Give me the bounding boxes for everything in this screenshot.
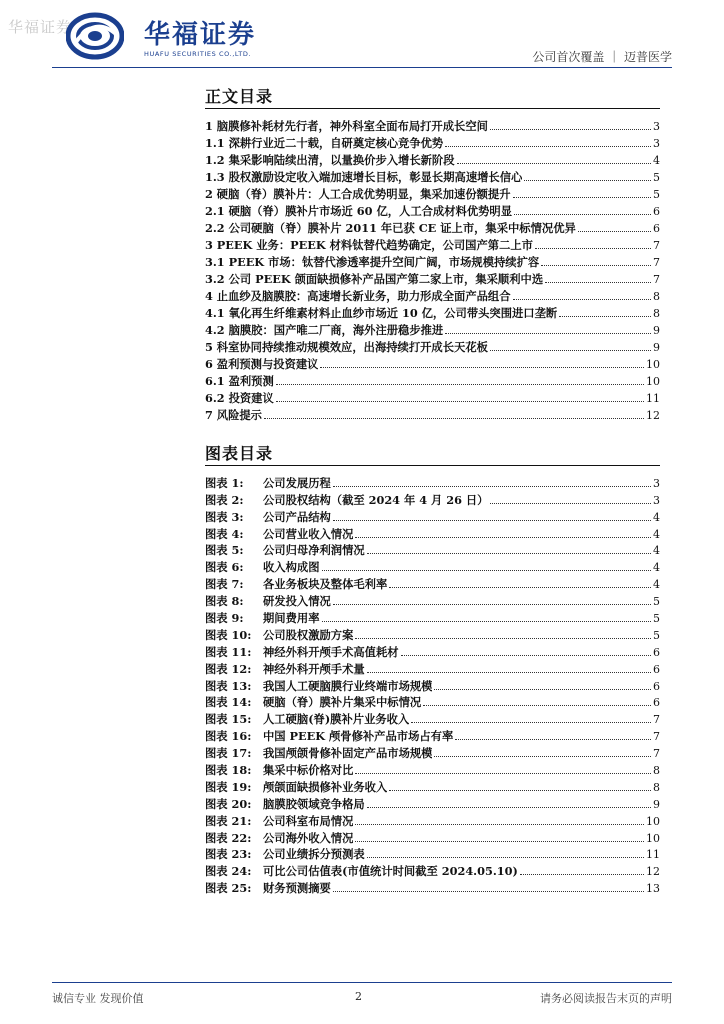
figure-entry-text: 集采中标价格对比 [263,763,354,778]
figure-entry-text: 硬脑（脊）膜补片集采中标情况 [263,695,422,710]
figure-entry-label: 图表 4: [205,526,244,541]
logo-text-cn: 华福证券 [144,20,257,50]
figure-entry[interactable] [205,862,660,879]
figure-entry[interactable] [205,879,660,896]
figure-entry-label: 图表 2: [205,492,244,507]
company-logo [66,8,266,68]
figure-entry-text: 公司归母净利润情况 [263,543,365,558]
toc-entry-page: 7 [653,239,660,252]
dot-leader [513,197,651,198]
dot-leader [389,587,651,588]
figure-entry[interactable] [205,491,660,508]
dot-leader [490,129,651,130]
toc-entry[interactable] [205,219,660,236]
figure-entry[interactable] [205,829,660,846]
figure-entry-page: 5 [653,595,660,609]
toc-entry[interactable] [205,355,660,372]
toc-entry[interactable] [205,236,660,253]
figure-entry-page: 10 [646,814,660,828]
dot-leader [389,790,651,791]
figure-entry-text: 公司业绩拆分预测表 [263,847,365,862]
dot-leader [276,384,644,385]
toc-entry[interactable] [205,372,660,389]
dot-leader [411,722,651,723]
figure-entry[interactable] [205,508,660,525]
figure-entry[interactable] [205,558,660,575]
figure-entry-page: 5 [653,612,660,626]
dot-leader [322,570,652,571]
figure-list [205,474,660,896]
toc-entry[interactable] [205,389,660,406]
figure-entry-text: 公司股权结构（截至 2024 年 4 月 26 日） [263,492,489,507]
dot-leader [455,739,651,740]
dot-leader [355,638,651,639]
dot-leader [355,841,644,842]
toc-entry-text: 7 风险提示 [205,408,262,422]
toc-entry-page: 7 [653,256,660,269]
footer-disclaimer: 请务必阅读报告末页的声明 [540,992,672,1005]
dot-leader [355,537,651,538]
toc-entry-text: 2.1 硬脑（脊）膜补片市场近 60 亿，人工合成材料优势明显 [205,204,513,218]
toc-entry-page: 6 [653,205,660,218]
dot-leader [434,756,651,757]
figure-entry-label: 图表 17: [205,746,252,761]
dot-leader [276,401,644,402]
header-divider [52,67,672,68]
figure-entry-label: 图表 7: [205,577,244,592]
figure-entry-page: 12 [646,865,660,879]
figure-entry-label: 图表 12: [205,661,252,676]
report-type-header: 公司首次覆盖 ｜ 迈普医学 [532,50,672,64]
dot-leader [513,299,651,300]
toc-entry-text: 1.3 股权激励设定收入端加速增长目标，彰显长期高速增长信心 [205,170,523,184]
figure-entry-page: 5 [653,628,660,642]
figure-entry-page: 8 [653,780,660,794]
toc-title: 正文目录 [205,87,274,106]
page-number: 2 [355,990,362,1003]
toc-entry[interactable] [205,338,660,355]
toc-entry-text: 3 PEEK 业务：PEEK 材料钛替代趋势确定，公司国产第二上市 [205,238,533,252]
figure-entry-label: 图表 15: [205,712,252,727]
footer-divider [52,982,672,983]
figure-entry-label: 图表 3: [205,509,244,524]
figure-entry[interactable] [205,660,660,677]
toc-entry-page: 9 [653,341,660,354]
toc-entry-page: 6 [653,222,660,235]
figure-entry[interactable] [205,795,660,812]
figure-entry[interactable] [205,812,660,829]
toc-entry-text: 6.2 投资建议 [205,391,274,405]
figure-entry[interactable] [205,677,660,694]
dot-leader [264,418,644,419]
figure-entry[interactable] [205,778,660,795]
toc-entry-page: 7 [653,273,660,286]
toc-entry-page: 8 [653,290,660,303]
toc-entry[interactable] [205,270,660,287]
toc-entry-page: 4 [653,154,660,167]
figure-entry-text: 中国 PEEK 颅骨修补产品市场占有率 [263,729,454,744]
figure-entry-text: 脑膜胶领域竞争格局 [263,796,365,811]
dot-leader [367,857,644,858]
dot-leader [423,705,651,706]
figure-entry[interactable] [205,525,660,542]
toc-entry[interactable] [205,117,660,134]
figure-entry-text: 期间费用率 [263,611,320,626]
figure-entry-page: 10 [646,831,660,845]
figure-entry-label: 图表 18: [205,763,252,778]
dot-leader [367,807,651,808]
toc-entry-text: 1 脑膜修补耗材先行者，神外科室全面布局打开成长空间 [205,119,488,133]
toc-entry[interactable] [205,202,660,219]
dot-leader [355,773,651,774]
figure-entry-page: 7 [653,730,660,744]
figure-entry-label: 图表 22: [205,830,252,845]
figure-entry-label: 图表 21: [205,813,252,828]
figure-entry[interactable] [205,727,660,744]
figure-entry-text: 公司营业收入情况 [263,526,354,541]
dot-leader [535,248,651,249]
toc-entry-page: 12 [646,409,660,422]
figure-entry[interactable] [205,474,660,491]
dot-leader [490,503,651,504]
toc-entry-page: 5 [653,171,660,184]
figure-entry-page: 6 [653,645,660,659]
toc-entry-text: 2.2 公司硬脑（脊）膜补片 2011 年已获 CE 证上市，集采中标情况优异 [205,221,576,235]
figure-entry-page: 4 [653,510,660,524]
toc-entry-page: 5 [653,188,660,201]
toc-entry-text: 5 科室协同持续推动规模效应，出海持续打开成长天花板 [205,340,488,354]
dot-leader [355,824,644,825]
dot-leader [524,180,651,181]
figure-entry[interactable] [205,694,660,711]
toc-entry-text: 4.2 脑膜胶：国产唯二厂商，海外注册稳步推进 [205,323,444,337]
figure-entry-label: 图表 23: [205,847,252,862]
figure-entry-page: 4 [653,578,660,592]
dot-leader [445,333,651,334]
dot-leader [578,231,651,232]
figure-entry-label: 图表 19: [205,779,252,794]
toc-entry[interactable] [205,151,660,168]
toc-entry[interactable] [205,321,660,338]
figure-entry-page: 6 [653,662,660,676]
figure-entry-label: 图表 9: [205,611,244,626]
dot-leader [367,553,651,554]
dot-leader [490,350,651,351]
figure-entry-text: 各业务板块及整体毛利率 [263,577,388,592]
toc-entry-text: 4.1 氧化再生纤维素材料止血纱市场近 10 亿，公司带头突围进口垄断 [205,306,558,320]
figure-entry-text: 研发投入情况 [263,594,331,609]
figure-entry-label: 图表 24: [205,864,252,879]
figure-entry-label: 图表 16: [205,729,252,744]
figure-entry[interactable] [205,846,660,863]
figure-entry[interactable] [205,592,660,609]
figure-entry-text: 公司发展历程 [263,475,331,490]
figure-entry-page: 6 [653,696,660,710]
figure-entry-text: 神经外科开颅手术高值耗材 [263,644,399,659]
toc-entry-page: 11 [646,392,660,405]
dot-leader [333,604,651,605]
watermark: 华福证券 [8,18,73,36]
toc-entry-text: 3.2 公司 PEEK 颌面缺损修补产品国产第二家上市，集采顺利中选 [205,272,544,286]
figure-entry-page: 13 [646,882,660,896]
figure-entry-text: 人工硬脑(脊)膜补片业务收入 [263,712,410,727]
toc-list [205,117,660,423]
figure-entry-label: 图表 5: [205,543,244,558]
toc-entry[interactable] [205,304,660,321]
toc-entry-text: 6 盈利预测与投资建议 [205,357,319,371]
dot-leader [520,874,644,875]
figure-entry-page: 7 [653,713,660,727]
figure-entry-page: 3 [653,476,660,490]
dot-leader [322,621,652,622]
figure-title-rule [205,465,660,466]
figure-entry-text: 公司海外收入情况 [263,830,354,845]
toc-entry[interactable] [205,168,660,185]
figure-entry-label: 图表 1: [205,475,244,490]
figure-entry[interactable] [205,643,660,660]
figure-entry-page: 4 [653,544,660,558]
dot-leader [445,146,651,147]
figure-entry[interactable] [205,575,660,592]
figure-entry[interactable] [205,542,660,559]
toc-entry[interactable] [205,253,660,270]
figure-entry-label: 图表 25: [205,881,252,896]
figure-entry-page: 6 [653,679,660,693]
figure-entry[interactable] [205,626,660,643]
figure-entry-label: 图表 6: [205,560,244,575]
dot-leader [333,486,651,487]
toc-entry-page: 8 [653,307,660,320]
figure-entry-label: 图表 20: [205,796,252,811]
dot-leader [333,891,644,892]
figure-entry-text: 收入构成图 [263,560,320,575]
figure-entry[interactable] [205,744,660,761]
figure-entry-page: 4 [653,561,660,575]
toc-entry-text: 1.1 深耕行业近二十载，自研奠定核心竞争优势 [205,136,444,150]
toc-entry-text: 4 止血纱及脑膜胶：高速增长新业务，助力形成全面产品组合 [205,289,511,303]
dot-leader [367,672,651,673]
toc-title-rule [205,108,660,109]
figure-entry[interactable] [205,761,660,778]
toc-entry-page: 3 [653,137,660,150]
toc-entry[interactable] [205,134,660,151]
figure-entry-page: 4 [653,527,660,541]
dot-leader [541,265,651,266]
toc-entry-text: 6.1 盈利预测 [205,374,274,388]
figure-entry-label: 图表 14: [205,695,252,710]
dot-leader [559,316,651,317]
footer-slogan: 诚信专业 发现价值 [52,992,144,1005]
dot-leader [434,689,651,690]
figure-entry-text: 我国人工硬脑膜行业终端市场规模 [263,678,433,693]
dot-leader [514,214,651,215]
figure-entry-page: 11 [646,848,660,862]
figure-entry-text: 可比公司估值表(市值统计时间截至 2024.05.10) [263,864,518,879]
dot-leader [457,163,651,164]
dot-leader [545,282,651,283]
figure-entry-page: 9 [653,797,660,811]
figure-entry-text: 公司股权激励方案 [263,627,354,642]
dot-leader [333,520,651,521]
figure-entry-label: 图表 11: [205,644,252,659]
toc-entry-page: 3 [653,120,660,133]
figure-entry-text: 财务预测摘要 [263,881,331,896]
figure-entry-text: 公司产品结构 [263,509,331,524]
figure-entry-text: 公司科室布局情况 [263,813,354,828]
figure-entry-label: 图表 8: [205,594,244,609]
figure-entry-label: 图表 13: [205,678,252,693]
figure-list-title: 图表目录 [205,444,274,463]
toc-entry-page: 10 [646,375,660,388]
logo-text-en: HUAFU SECURITIES CO.,LTD. [144,50,252,58]
figure-entry-text: 我国颅颌骨修补固定产品市场规模 [263,746,433,761]
toc-entry-page: 10 [646,358,660,371]
toc-entry-page: 9 [653,324,660,337]
figure-entry-page: 8 [653,764,660,778]
huafu-logo-icon [66,12,124,60]
toc-entry-text: 3.1 PEEK 市场：钛替代渗透率提升空间广阔，市场规模持续扩容 [205,255,540,269]
figure-entry-text: 神经外科开颅手术量 [263,661,365,676]
toc-entry-text: 1.2 集采影响陆续出清，以量换价步入增长新阶段 [205,153,455,167]
toc-entry[interactable] [205,406,660,423]
figure-entry-text: 颅颌面缺损修补业务收入 [263,779,388,794]
figure-entry-label: 图表 10: [205,627,252,642]
figure-entry[interactable] [205,609,660,626]
dot-leader [401,655,651,656]
figure-entry-page: 7 [653,747,660,761]
dot-leader [320,367,644,368]
toc-entry[interactable] [205,287,660,304]
toc-entry-text: 2 硬脑（脊）膜补片：人工合成优势明显，集采加速份额提升 [205,187,511,201]
figure-entry[interactable] [205,710,660,727]
toc-entry[interactable] [205,185,660,202]
figure-entry-page: 3 [653,493,660,507]
